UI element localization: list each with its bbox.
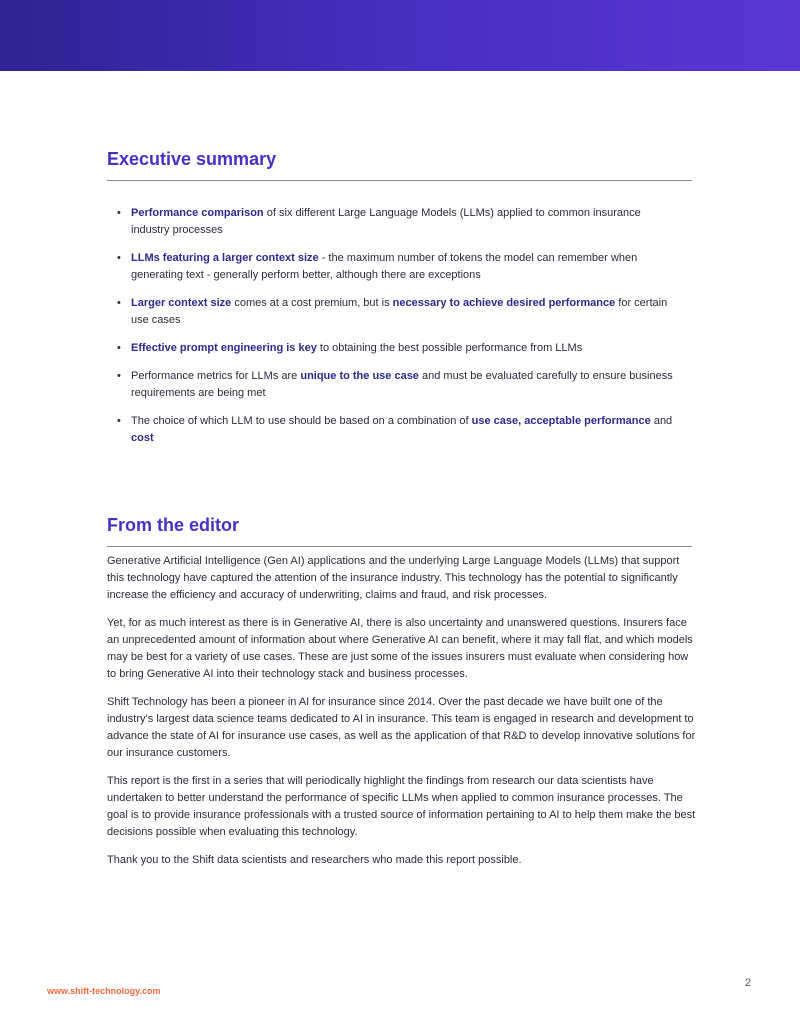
editor-title: From the editor	[107, 515, 240, 535]
summary-bullet: • The choice of which LLM to use should be based on a combination of use case, acceptable performance and cost	[117, 413, 677, 447]
footer-website-link[interactable]: www.shift-technology.com	[47, 986, 161, 996]
executive-summary-divider	[107, 180, 692, 181]
editor-paragraph: Yet, for as much interest as there is in Generative AI, there is also uncertainty and unanswered questions. Insurers face an unprecedented amount of information about where Generative AI can benefit, where it may fall flat, and which models may be best for a variety of use cases. These are just some of the issues insurers must evaluate when considering how to bring Generative AI into their technology stack and business processes.	[107, 617, 693, 680]
executive-summary-list	[117, 205, 677, 458]
summary-bullet: • Performance comparison of six different Large Language Models (LLMs) applied to common insurance industry processes	[117, 205, 677, 239]
header-band	[0, 0, 800, 71]
editor-paragraph: Generative Artificial Intelligence (Gen AI) applications and the underlying Large Language Models (LLMs) that support this technology have captured the attention of the insurance industry. This technology has the potential to significantly increase the efficiency and accuracy of underwriting, claims and fraud, and risk processes.	[107, 555, 680, 601]
page-number: 2	[745, 977, 752, 989]
editor-paragraph: Thank you to the Shift data scientists and researchers who made this report possible.	[107, 854, 522, 866]
editor-divider	[107, 546, 692, 547]
editor-paragraph: Shift Technology has been a pioneer in AI for insurance since 2014. Over the past decade we have built one of the industry’s largest data science teams dedicated to AI in insurance. This team is engaged in research and development to advance the state of AI for insurance use cases, as well as the application of that R&D to develop innovative solutions for our insurance customers.	[107, 696, 696, 759]
summary-bullet: • Larger context size comes at a cost premium, but is necessary to achieve desired performance for certain use cases	[117, 295, 677, 329]
executive-summary-title: Executive summary	[107, 149, 277, 169]
summary-bullet: • Performance metrics for LLMs are unique to the use case and must be evaluated carefully to ensure business requirements are being met	[117, 368, 677, 402]
summary-bullet: • Effective prompt engineering is key to obtaining the best possible performance from LLMs	[117, 340, 677, 357]
summary-bullet: • LLMs featuring a larger context size - the maximum number of tokens the model can remember when generating text - generally perform better, although there are exceptions	[117, 250, 677, 284]
editor-body	[107, 553, 697, 880]
editor-paragraph: This report is the first in a series that will periodically highlight the findings from research our data scientists have undertaken to better understand the performance of specific LLMs when applied to common insurance processes. The goal is to provide insurance professionals with a trusted source of information pertaining to AI to help them make the best decisions possible when evaluating this technology.	[107, 775, 696, 838]
